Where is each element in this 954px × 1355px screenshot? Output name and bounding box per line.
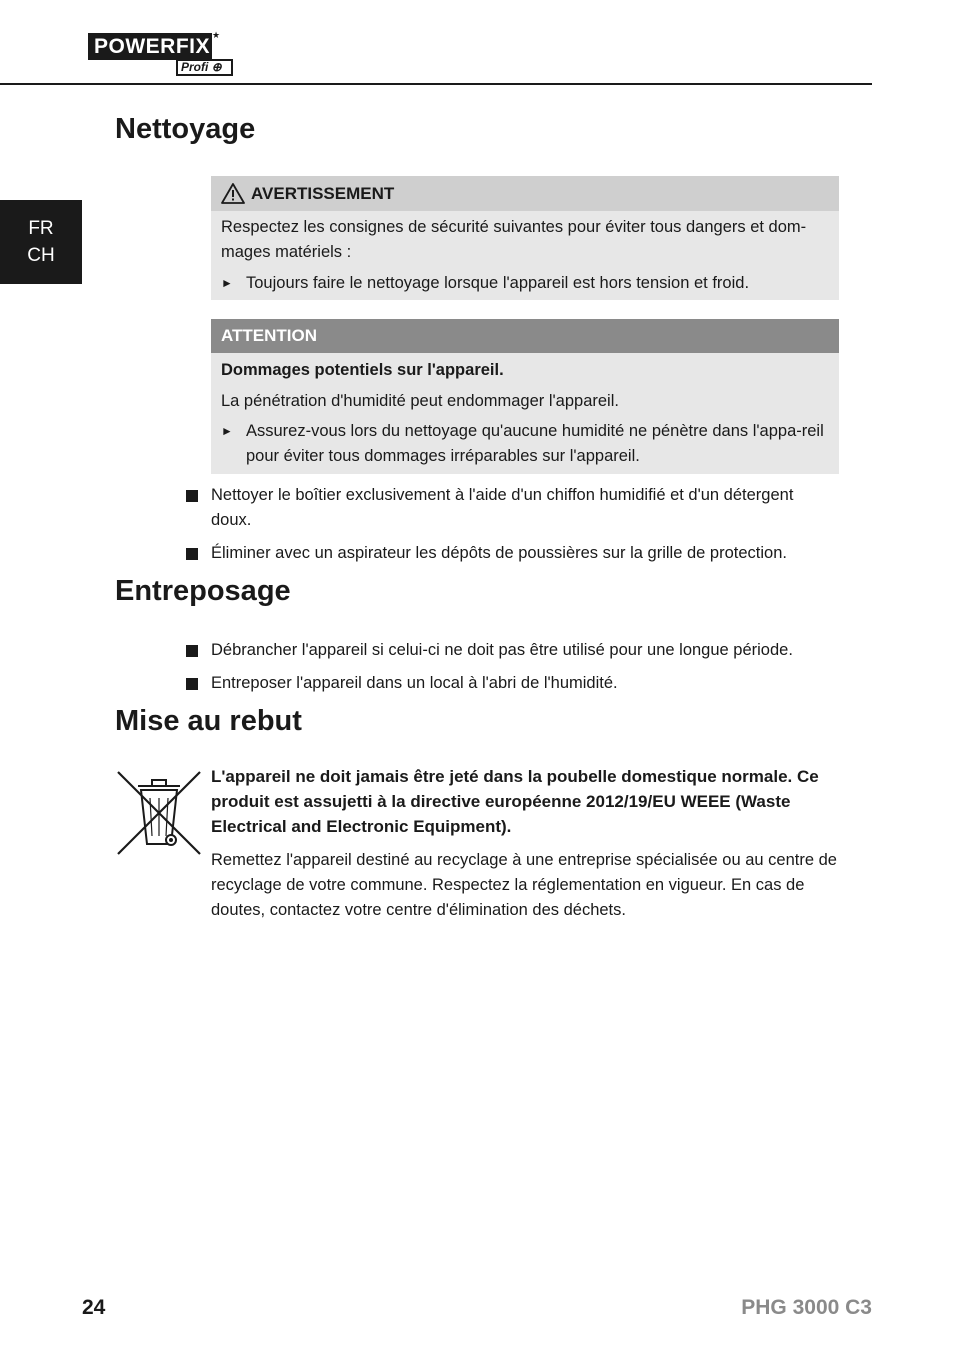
language-tab	[0, 200, 82, 284]
bullet-square-icon	[186, 645, 198, 657]
bullet-square-icon	[186, 548, 198, 560]
attention-text: La pénétration d'humidité peut endommager l'appareil.	[221, 392, 619, 410]
heading-nettoyage: Nettoyage	[115, 113, 256, 145]
logo-text: POWERFIX	[88, 33, 212, 60]
disposal-text: Remettez l'appareil destiné au recyclage à une entreprise spécialisée ou au centre de recyclage de votre commune. Respectez la réglementation en vigueur. En cas de doutes, contactez votre centre d'élimination des déchets.	[211, 851, 837, 919]
arrow-icon: ►	[221, 276, 233, 290]
attention-header: ATTENTION	[211, 319, 839, 353]
heading-mise-au-rebut: Mise au rebut	[115, 705, 302, 737]
attention-box	[211, 319, 839, 474]
powerfix-logo	[88, 30, 238, 77]
warning-triangle-icon	[221, 183, 245, 204]
disposal-warning: L'appareil ne doit jamais être jeté dans la poubelle domestique normale. Ce produit est assujetti à la directive européenne 2012/19/EU WEEE (Waste Electrical and Electronic Equipment).	[211, 767, 819, 836]
heading-entreposage: Entreposage	[115, 575, 291, 607]
lang-fr: FR	[28, 218, 54, 239]
bullet-square-icon	[186, 490, 198, 502]
arrow-icon: ►	[221, 424, 233, 438]
header-rule	[0, 83, 872, 85]
warning-title: AVERTISSEMENT	[251, 184, 395, 203]
model-number: PHG 3000 C3	[741, 1296, 872, 1319]
warning-header	[211, 176, 839, 211]
logo-sub: Profi ⊕	[176, 59, 233, 76]
crossed-out-bin-icon	[116, 768, 202, 858]
warning-text: Respectez les consignes de sécurité suivantes pour éviter tous dangers et dom-mages matériels :	[221, 218, 807, 261]
warning-item: ► Toujours faire le nettoyage lorsque l'appareil est hors tension et froid.	[221, 271, 829, 296]
logo-star: ★	[212, 30, 221, 40]
lang-ch: CH	[27, 245, 55, 266]
bullet-square-icon	[186, 678, 198, 690]
attention-item: ► Assurez-vous lors du nettoyage qu'aucune humidité ne pénètre dans l'appa-reil pour éviter tous dommages irréparables sur l'appareil.	[221, 419, 829, 469]
warning-box	[211, 176, 839, 300]
page-number: 24	[82, 1296, 106, 1319]
attention-subtitle: Dommages potentiels sur l'appareil.	[221, 361, 504, 379]
